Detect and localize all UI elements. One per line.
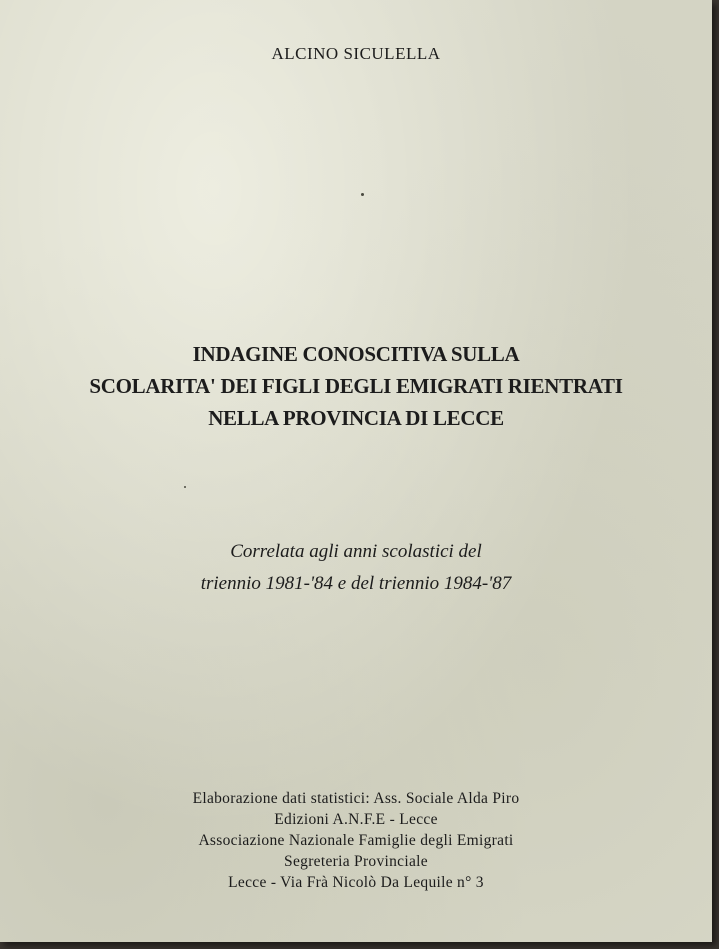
credit-line: Associazione Nazionale Famiglie degli Emigrati [198,832,514,849]
credit-line: Elaborazione dati statistici: Ass. Sociale Alda Piro [192,790,520,807]
author-name: ALCINO SICULELLA [271,44,441,63]
title-line: NELLA PROVINCIA DI LECCE [208,406,504,430]
book-subtitle [0,536,712,600]
subtitle-line: Correlata agli anni scolastici del [230,541,482,562]
publisher-credits [0,788,712,893]
credit-line: Segreteria Provinciale [284,853,428,870]
subtitle-line: triennio 1981-'84 e del triennio 1984-'87 [200,573,512,594]
title-line: INDAGINE CONOSCITIVA SULLA [192,342,520,366]
credit-line: Edizioni A.N.F.E - Lecce [274,811,438,828]
credit-line: Lecce - Via Frà Nicolò Da Lequile n° 3 [228,874,484,891]
title-line: SCOLARITA' DEI FIGLI DEGLI EMIGRATI RIENTRATI [89,374,623,398]
book-title [0,338,712,434]
paper-speck [184,486,186,488]
paper-speck [361,193,364,196]
